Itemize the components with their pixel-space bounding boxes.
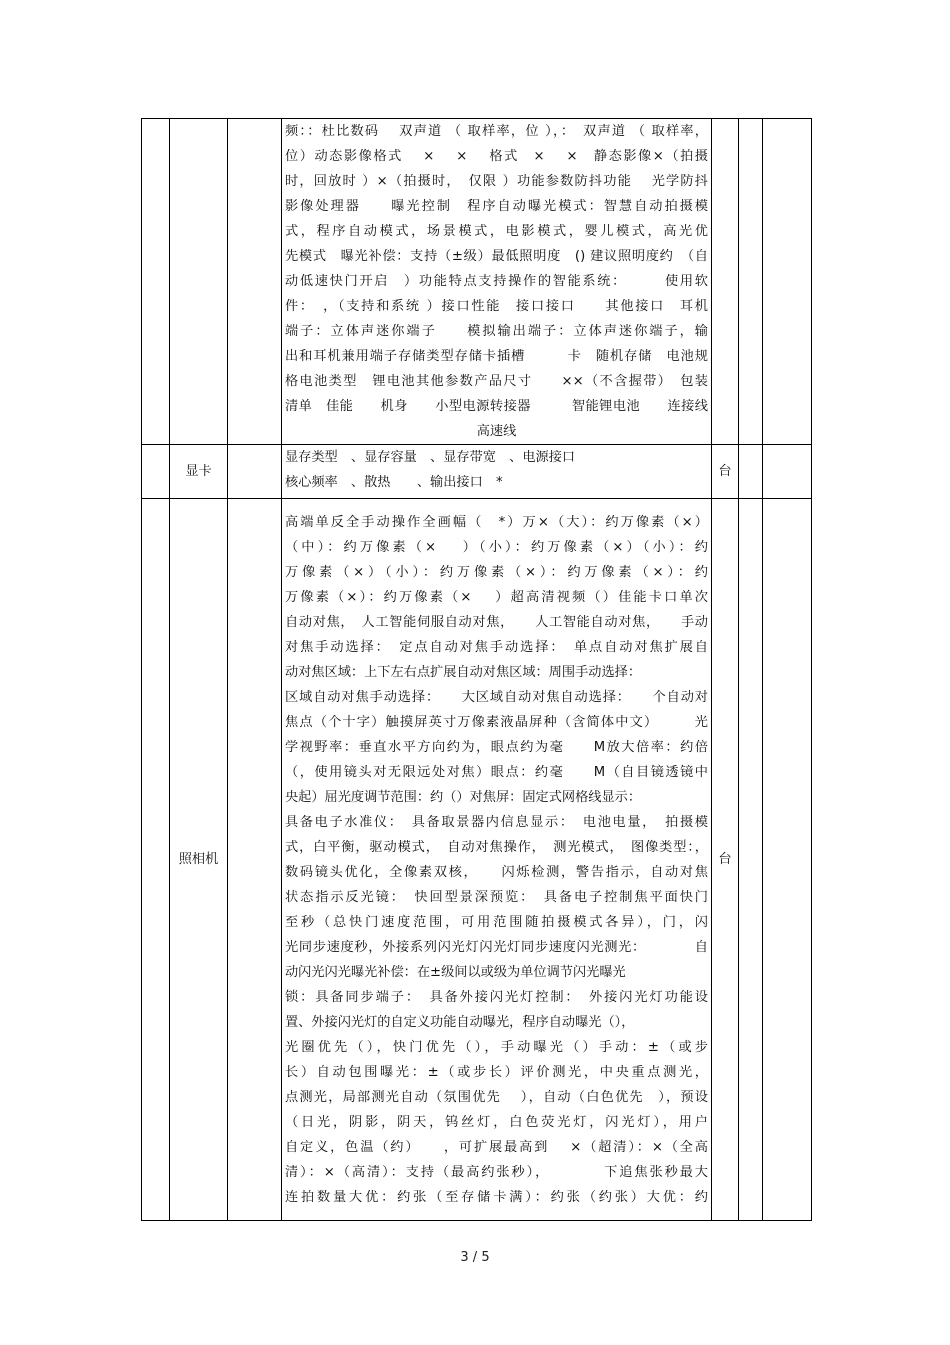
description-line: 高速线 [476,424,517,439]
table-row [142,119,812,445]
description-line: 点测光，局部测光自动（氛围优先 ），自动（白色优先 ），预设 [285,1090,708,1105]
description-line: 显存类型 、显存容量 、显存带宽 、电源接口 [285,450,576,465]
description-line: 状态指示反光镜： 快回型景深预览： 具备电子控制焦平面快门 [285,890,708,905]
description-cell [282,445,712,499]
description-line: （中）：约万像素（× ）（小）：约万像素（×）（小）：约 [285,540,708,555]
description-line: 动对焦区域：上下左右点扩展自动对焦区域：周围手动选择： [285,665,642,680]
unit-cell [712,119,739,445]
description-line: 光同步速度秒，外接系列闪光灯闪光灯同步速度闪光测光： 自 [285,940,708,955]
description-line: 至秒（总快门速度范围，可用范围随拍摄模式各异），门，闪 [285,915,708,930]
description-line: 连拍数量大优：约张（至存储卡满）：约张（约张）大优：约 [285,1190,708,1205]
description-line: 式，程序自动模式，场景模式，电影模式，婴儿模式，高光优 [285,224,708,239]
spec-blank-cell [228,445,282,499]
index-cell [142,119,170,445]
description-line: 焦点（个十字）触摸屏英寸万像素液晶屏种（含简体中文） 光 [285,715,708,730]
description-line: 区域自动对焦手动选择： 大区域自动对焦自动选择： 个自动对 [285,690,708,705]
description-line: 位）动态影像格式 × × 格式 × × 静态影像×（拍摄 [285,149,708,164]
description-line: 动低速快门开启 ）功能特点支持操作的智能系统： 使用软 [285,274,708,289]
description-line: 对焦手动选择： 定点自动对焦手动选择： 单点自动对焦扩展自 [285,640,708,655]
description-line: 万像素（×）：约万像素（× ）超高清视频（）佳能卡口单次 [285,590,708,605]
unit-cell: 台 [712,499,739,1221]
description-line: 长）自动包围曝光：±（或步长）评价测光，中央重点测光， [285,1065,708,1080]
description-line: 动闪光闪光曝光补偿：在±级间以或级为单位调节闪光曝光 [285,965,626,980]
description-line: （日光，阴影，阴天，钨丝灯，白色荧光灯，闪光灯），用户 [285,1115,708,1130]
page-number: 3 / 5 [460,1250,490,1265]
description-line: 核心频率 、散热 、输出接口 * [285,475,503,490]
description-line: 式，白平衡，驱动模式， 自动对焦操作， 测光模式， 图像类型：， [285,840,708,855]
remark-cell [763,119,812,445]
description-line: 影像处理器 曝光控制 程序自动曝光模式：智慧自动拍摄模 [285,199,708,214]
description-line: 光圈优先（），快门优先（），手动曝光（）手动：±（或步 [285,1040,708,1055]
quantity-cell [739,445,763,499]
index-cell [142,499,170,1221]
description-line: 数码镜头优化，全像素双核， 闪烁检测，警告指示，自动对焦 [285,865,708,880]
spec-table [141,118,812,1221]
description-line: 央起）屈光度调节范围：约（）对焦屏：固定式网格线显示： [285,790,642,805]
description-line: 自动对焦， 人工智能伺服自动对焦， 人工智能自动对焦， 手动 [285,615,708,630]
description-line: 时，回放时 ）×（拍摄时， 仅限 ）功能参数防抖功能 光学防抖 [285,174,708,189]
quantity-cell [739,119,763,445]
description-line: 置、外接闪光灯的自定义功能自动曝光，程序自动曝光（）， [285,1015,635,1030]
description-line: （，使用镜头对无限远处对焦）眼点：约毫 M（自目镜透镜中 [285,765,708,780]
description-line: 自定义，色温（约） ，可扩展最高到 ×（超清）：×（全高 [285,1140,708,1155]
description-line: 清）：×（高清）：支持（最高约张秒）， 下追焦张秒最大 [285,1165,708,1180]
description-cell [282,499,712,1221]
spec-blank-cell [228,499,282,1221]
index-cell [142,445,170,499]
quantity-cell [739,499,763,1221]
description-line: 端子：立体声迷你端子 模拟输出端子：立体声迷你端子，输 [285,324,708,339]
description-line: 先模式 曝光补偿：支持（±级）最低照明度 () 建议照明度约 （自 [285,249,708,264]
item-name-cell [170,119,228,445]
unit-cell: 台 [712,445,739,499]
table-row [142,499,812,1221]
description-line: 锁：具备同步端子： 具备外接闪光灯控制： 外接闪光灯功能设 [285,990,708,1005]
description-cell [282,119,712,445]
remark-cell [763,499,812,1221]
description-line: 高端单反全手动操作全画幅（ *）万×（大）：约万像素（×） [285,515,708,530]
item-name-cell: 显卡 [170,445,228,499]
description-line: 件： ，（支持和系统 ）接口性能 接口接口 其他接口 耳机 [285,299,708,314]
description-line: 格电池类型 锂电池其他参数产品尺寸 ××（不含握带） 包装 [285,374,708,389]
remark-cell [763,445,812,499]
table-row [142,445,812,499]
description-line: 清单 佳能 机身 小型电源转接器 智能锂电池 连接线 [285,399,708,414]
description-line: 学视野率：垂直水平方向约为，眼点约为毫 M放大倍率：约倍 [285,740,708,755]
description-line: 具备电子水准仪： 具备取景器内信息显示： 电池电量， 拍摄模 [285,815,708,830]
spec-blank-cell [228,119,282,445]
description-line: 出和耳机兼用端子存储类型存储卡插槽 卡 随机存储 电池规 [285,349,708,364]
description-line: 频：：杜比数码 双声道 （ 取样率，位 ），： 双声道 （ 取样率， [285,124,708,139]
description-line: 万像素（×）（小）：约万像素（×）：约万像素（×）：约 [285,565,708,580]
item-name-cell: 照相机 [170,499,228,1221]
